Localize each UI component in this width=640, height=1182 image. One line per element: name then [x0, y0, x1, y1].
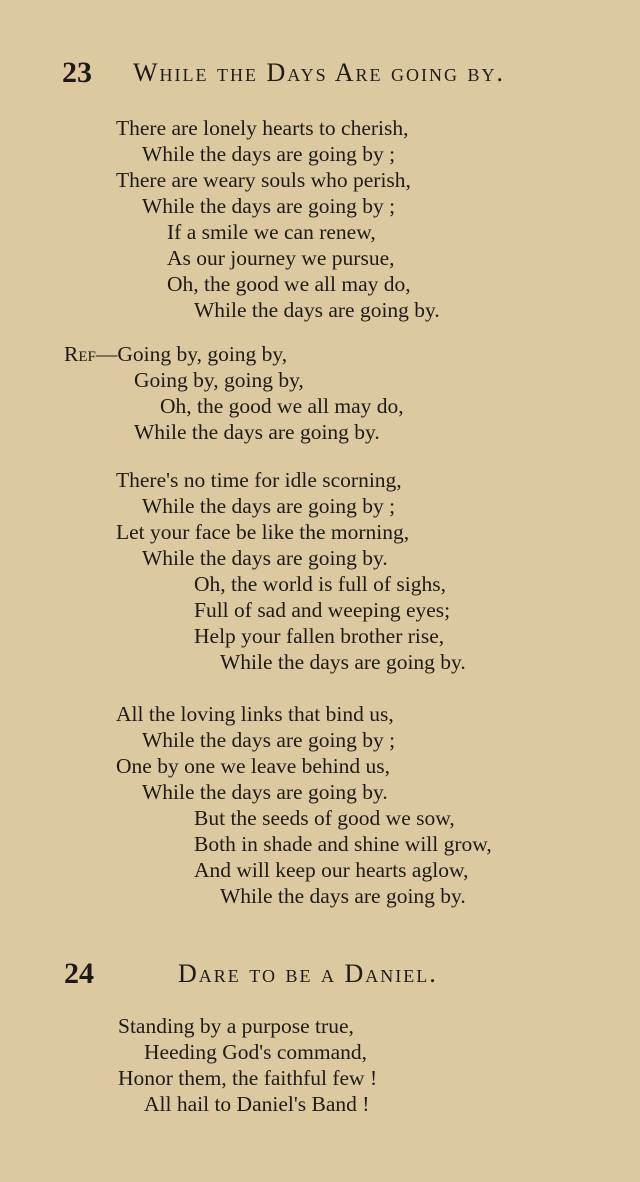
- verse-line: Help your fallen brother rise,: [194, 624, 445, 648]
- verse-line: Full of sad and weeping eyes;: [194, 598, 451, 622]
- refrain-line: Oh, the good we all may do,: [160, 394, 404, 418]
- verse-line: While the days are going by.: [142, 780, 388, 804]
- verse-line: All hail to Daniel's Band !: [144, 1092, 370, 1116]
- verse-line: While the days are going by ;: [142, 142, 396, 166]
- verse-line: As our journey we pursue,: [167, 246, 395, 270]
- verse-line: Both in shade and shine will grow,: [194, 832, 492, 856]
- verse-line: Oh, the world is full of sighs,: [194, 572, 447, 596]
- verse-line: One by one we leave behind us,: [116, 754, 391, 778]
- refrain-line: Going by, going by,: [134, 368, 304, 392]
- verse-line: Oh, the good we all may do,: [167, 272, 411, 296]
- refrain-text: —Going by, going by,: [95, 342, 288, 366]
- verse-line: There are lonely hearts to cherish,: [116, 116, 409, 140]
- verse-line: While the days are going by.: [142, 546, 388, 570]
- verse-line: Let your face be like the morning,: [116, 520, 410, 544]
- verse-line: If a smile we can renew,: [167, 220, 376, 244]
- hymn-number: 24: [64, 957, 94, 990]
- verse-line: While the days are going by.: [220, 884, 466, 908]
- verse-line: While the days are going by ;: [142, 194, 396, 218]
- refrain-label: Ref: [64, 342, 96, 366]
- hymn-number: 23: [62, 56, 92, 89]
- verse-line: While the days are going by.: [220, 650, 466, 674]
- verse-line: Standing by a purpose true,: [118, 1014, 354, 1038]
- verse-line: There's no time for idle scorning,: [116, 468, 402, 492]
- hymn-title: Dare to be a Daniel.: [178, 959, 438, 988]
- verse-line: While the days are going by ;: [142, 728, 396, 752]
- refrain-line: [64, 341, 287, 367]
- verse-line: But the seeds of good we sow,: [194, 806, 455, 830]
- verse-line: Heeding God's command,: [144, 1040, 368, 1064]
- verse-line: While the days are going by.: [194, 298, 440, 322]
- verse-line: While the days are going by ;: [142, 494, 396, 518]
- verse-line: There are weary souls who perish,: [116, 168, 411, 192]
- verse-line: Honor them, the faithful few !: [118, 1066, 378, 1090]
- hymn-title: While the Days Are going by.: [133, 58, 505, 87]
- refrain-line: While the days are going by.: [134, 420, 380, 444]
- verse-line: And will keep our hearts aglow,: [194, 858, 469, 882]
- verse-line: All the loving links that bind us,: [116, 702, 394, 726]
